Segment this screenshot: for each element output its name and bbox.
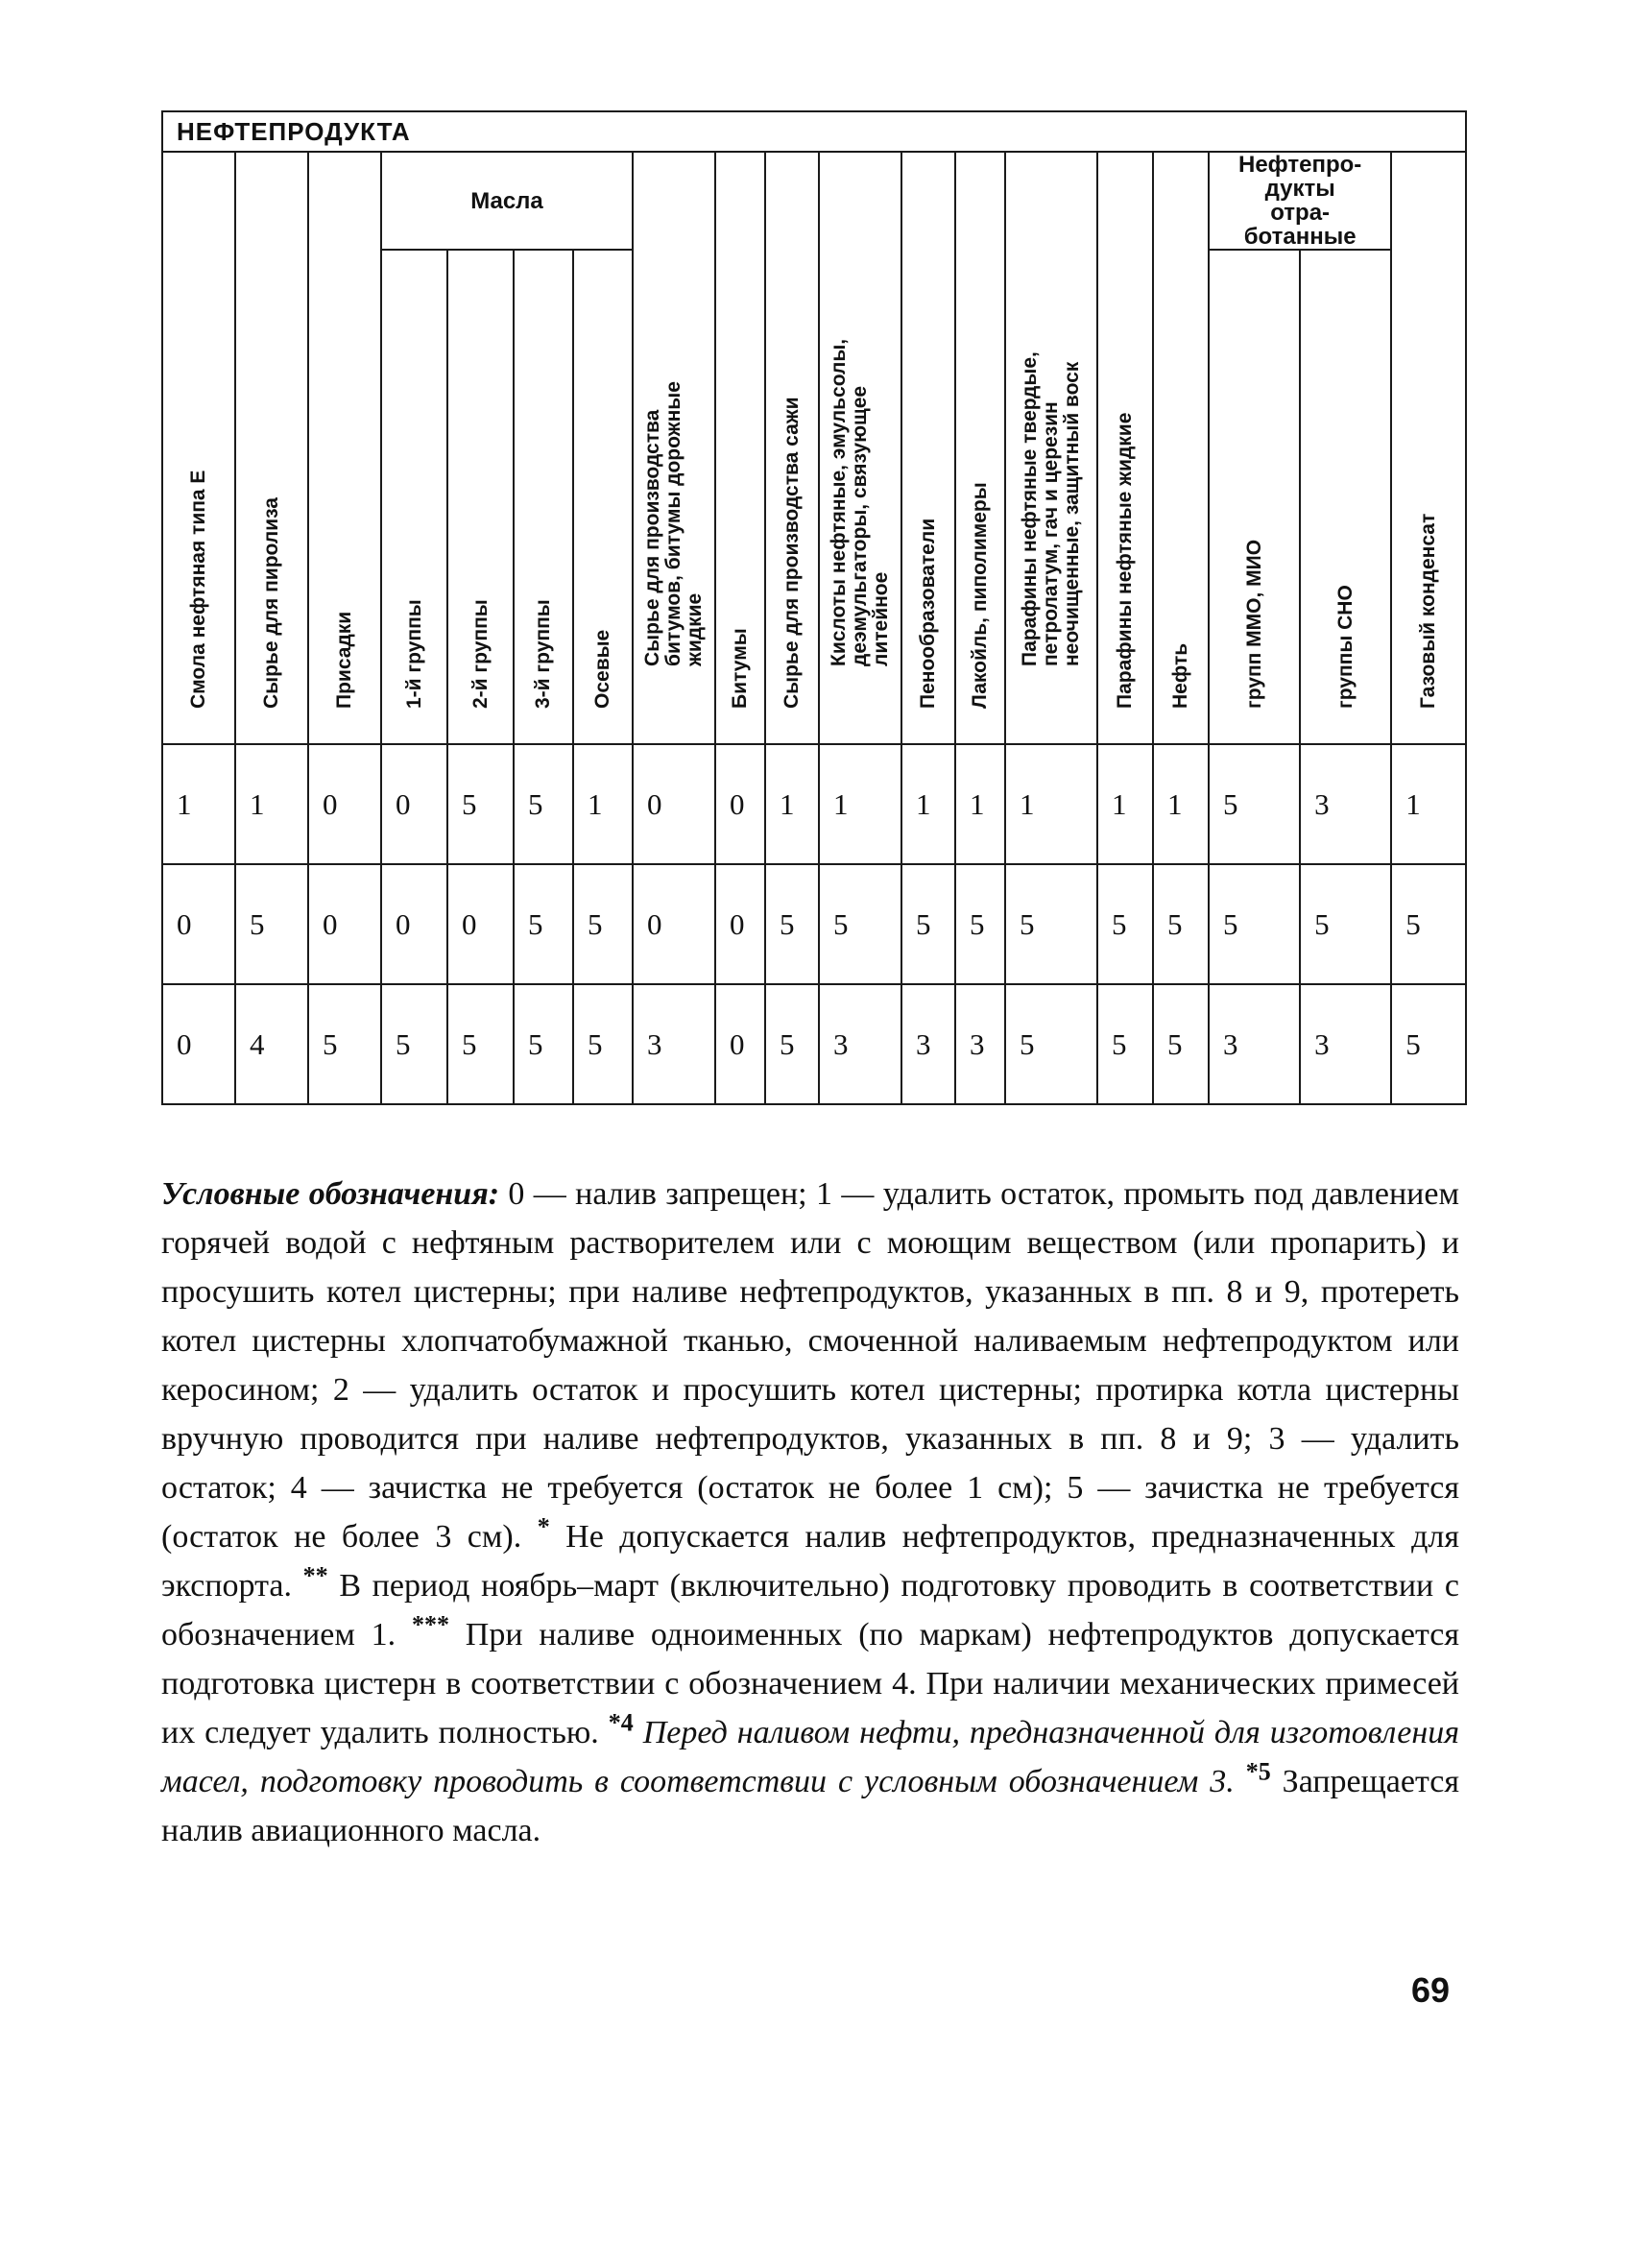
legend-text: В период ноябрь–март (включительно) подготовку проводить в соответствии с обозначением 1. xyxy=(161,1568,1460,1653)
table-cell: 5 xyxy=(765,984,819,1104)
table-cell: 1 xyxy=(162,744,235,864)
legend-text: Перед наливом нефти, предназначенной для изготовления масел, подготовку проводить в соответствии с условным обозначением 3. xyxy=(161,1715,1459,1799)
col-header-penoobrazovateli: Пенообразователи xyxy=(901,152,955,744)
table-cell: 5 xyxy=(819,864,901,984)
legend-paragraph xyxy=(161,1170,1459,1855)
table-cell: 5 xyxy=(573,864,633,984)
table-cell: 5 xyxy=(765,864,819,984)
col-header-bitumy: Битумы xyxy=(715,152,765,744)
table-cell: 5 xyxy=(1209,744,1300,864)
table-cell: 3 xyxy=(633,984,715,1104)
group-header-masla: Масла xyxy=(381,152,633,250)
table-cell: 1 xyxy=(901,744,955,864)
table-cell: 0 xyxy=(162,864,235,984)
col-header-parafiny-tverdye: Парафины нефтяные твердые, петролатум, гач и церезин неочищенные, защитный воск xyxy=(1005,152,1097,744)
table-cell: 5 xyxy=(955,864,1005,984)
table-cell: 1 xyxy=(1391,744,1466,864)
footnote-marker: * xyxy=(537,1512,550,1541)
col-header-masla-1: 1-й группы xyxy=(381,250,447,744)
table-cell: 4 xyxy=(235,984,308,1104)
table-cell: 5 xyxy=(573,984,633,1104)
table-cell: 5 xyxy=(447,984,514,1104)
table-cell: 1 xyxy=(1005,744,1097,864)
footnote-marker: *5 xyxy=(1245,1757,1271,1786)
table-cell: 5 xyxy=(308,984,381,1104)
table-cell: 5 xyxy=(901,864,955,984)
footnote-marker: *4 xyxy=(608,1708,634,1737)
page-number: 69 xyxy=(1411,1970,1451,2010)
col-header-syrie-bitum: Сырье для производства битумов, битумы дорожные жидкие xyxy=(633,152,715,744)
table-cell: 5 xyxy=(1391,984,1466,1104)
col-header-gazovyi-kondensat: Газовый конденсат xyxy=(1391,152,1466,744)
table-cell: 0 xyxy=(715,984,765,1104)
compatibility-table xyxy=(161,110,1467,1105)
legend-text: Запрещается налив авиационного масла. xyxy=(161,1764,1459,1848)
table-cell: 0 xyxy=(162,984,235,1104)
footnote-marker: ** xyxy=(302,1561,328,1590)
table-cell: 5 xyxy=(447,744,514,864)
table-cell: 1 xyxy=(573,744,633,864)
col-header-masla-2: 2-й группы xyxy=(447,250,514,744)
col-header-sno: группы СНО xyxy=(1300,250,1391,744)
table-cell: 1 xyxy=(819,744,901,864)
table-cell: 0 xyxy=(715,864,765,984)
table-cell: 3 xyxy=(1209,984,1300,1104)
table-cell: 3 xyxy=(819,984,901,1104)
table-cell: 5 xyxy=(1391,864,1466,984)
table-cell: 0 xyxy=(381,864,447,984)
col-header-prisadki: Присадки xyxy=(308,152,381,744)
table-cell: 0 xyxy=(633,744,715,864)
table-cell: 0 xyxy=(633,864,715,984)
table-row xyxy=(162,984,1466,1104)
col-header-neft: Нефть xyxy=(1153,152,1209,744)
legend-label: Условные обозначения: xyxy=(161,1176,500,1212)
col-header-kisloty: Кислоты нефтяные, эмульсолы, деэмульгаторы, связующее литейное xyxy=(819,152,901,744)
col-header-syrie-sazha: Сырье для производства сажи xyxy=(765,152,819,744)
legend-text: При наливе одноименных (по маркам) нефтепродуктов допускается подготовка цистерн в соответствии с обозначением 4. При наличии механических примесей их следует удалить полностью. xyxy=(161,1617,1460,1750)
table-row xyxy=(162,744,1466,864)
table-cell: 5 xyxy=(1005,984,1097,1104)
table-cell: 5 xyxy=(1097,984,1153,1104)
footnote-marker: *** xyxy=(411,1610,449,1639)
table-cell: 5 xyxy=(235,864,308,984)
col-header-mmo-mio: групп ММО, МИО xyxy=(1209,250,1300,744)
col-header-osevye: Осевые xyxy=(573,250,633,744)
table-cell: 5 xyxy=(514,744,573,864)
col-header-smola: Смола нефтяная типа Е xyxy=(162,152,235,744)
legend-text: 0 — налив запрещен; 1 — удалить остаток, промыть под давлением горячей водой с нефтяным растворителем или с моющим веществом (или пропарить) и просушить котел цистерны; при наливе нефтепродуктов, указанных в пп. 8 и 9, протереть котел цистерны хлопчатобумажной тканью, смоченной наливаемым нефтепродуктом или керосином; 2 — удалить остаток и просушить котел цистерны; протирка котла цистерны вручную проводится при наливе нефтепродуктов, указанных в пп. 8 и 9; 3 — удалить остаток; 4 — зачистка не требуется (остаток не более 1 см); 5 — зачистка не требуется (остаток не более 3 см). xyxy=(161,1176,1459,1555)
legend-text: Не допускается налив нефтепродуктов, предназначенных для экспорта. xyxy=(161,1519,1459,1604)
table-cell: 1 xyxy=(955,744,1005,864)
table-cell: 0 xyxy=(447,864,514,984)
table-title: НЕФТЕПРОДУКТА xyxy=(162,111,1466,152)
col-header-syrie-piroliz: Сырье для пиролиза xyxy=(235,152,308,744)
table-cell: 0 xyxy=(308,864,381,984)
table-row xyxy=(162,864,1466,984)
table-cell: 0 xyxy=(381,744,447,864)
table-cell: 0 xyxy=(715,744,765,864)
table-cell: 5 xyxy=(1300,864,1391,984)
table-cell: 5 xyxy=(514,984,573,1104)
col-header-parafiny-zhidkie: Парафины нефтяные жидкие xyxy=(1097,152,1153,744)
table-cell: 1 xyxy=(1153,744,1209,864)
group-header-otrabotannye: Нефтепро-дукты отра-ботанные xyxy=(1209,152,1391,250)
table-cell: 5 xyxy=(1153,864,1209,984)
col-header-masla-3: 3-й группы xyxy=(514,250,573,744)
table-cell: 5 xyxy=(1005,864,1097,984)
table-cell: 5 xyxy=(381,984,447,1104)
table-cell: 3 xyxy=(1300,984,1391,1104)
table-cell: 0 xyxy=(308,744,381,864)
table-cell: 1 xyxy=(765,744,819,864)
table-cell: 1 xyxy=(235,744,308,864)
table-cell: 3 xyxy=(955,984,1005,1104)
table-cell: 5 xyxy=(1153,984,1209,1104)
table-cell: 5 xyxy=(514,864,573,984)
table-cell: 5 xyxy=(1097,864,1153,984)
table-cell: 3 xyxy=(901,984,955,1104)
table-cell: 1 xyxy=(1097,744,1153,864)
col-header-lakoil: Лакойль, пиполимеры xyxy=(955,152,1005,744)
table-cell: 3 xyxy=(1300,744,1391,864)
table-cell: 5 xyxy=(1209,864,1300,984)
